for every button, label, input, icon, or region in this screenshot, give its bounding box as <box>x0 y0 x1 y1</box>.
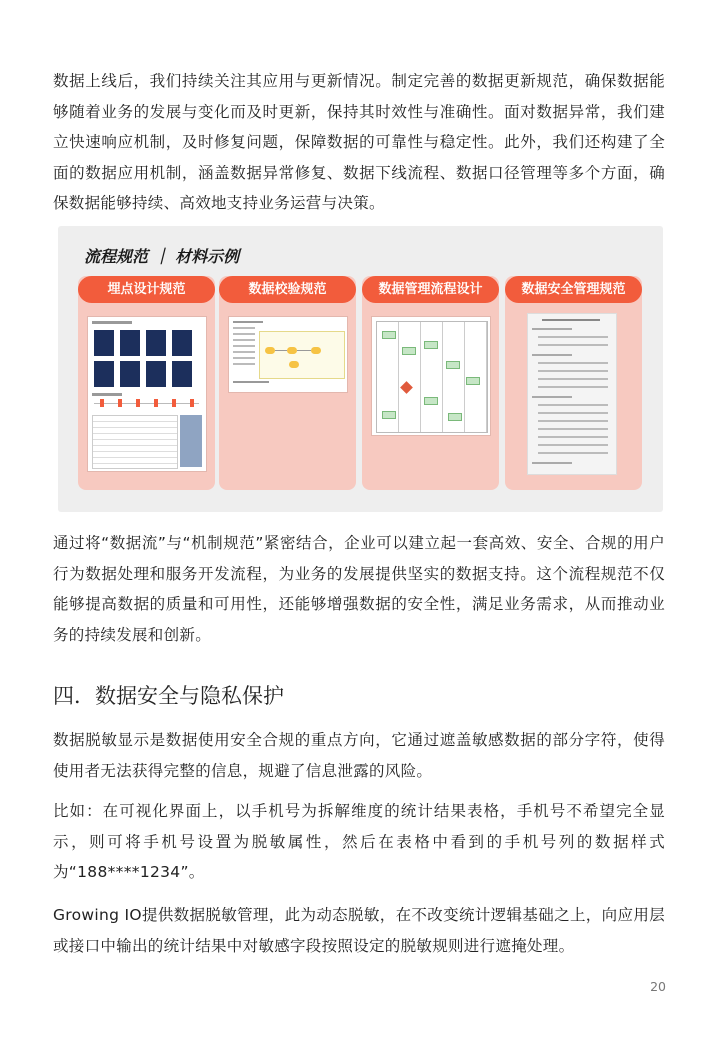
data-validation-thumbnail <box>228 316 348 393</box>
tracking-design-thumbnail <box>87 316 207 472</box>
paragraph-data-update: 数据上线后，我们持续关注其应用与更新情况。制定完善的数据更新规范，确保数据能够随着业务的发展与变化而及时更新，保持其时效性与准确性。面对数据异常，我们建立快速响应机制，及时修复问题，保障数据的可靠性与稳定性。此外，我们还构建了全面的数据应用机制，涵盖数据异常修复、数据下线流程、数据口径管理等多个方面，确保数据能够持续、高效地支持业务运营与决策。 <box>53 72 665 212</box>
column-label: 数据校验规范 <box>219 276 356 303</box>
figure-title: 流程规范 ｜ 材料示例 <box>84 247 240 266</box>
column-data-security <box>505 276 642 490</box>
paragraph-growingio-masking: Growing IO提供数据脱敏管理，此为动态脱敏，在不改变统计逻辑基础之上，向应用层或接口中输出的统计结果中对敏感字段按照设定的脱敏规则进行遮掩处理。 <box>53 906 665 955</box>
page-number: 20 <box>650 979 666 994</box>
section-heading: 四．数据安全与隐私保护 <box>53 684 284 708</box>
column-data-management <box>362 276 499 490</box>
process-spec-figure <box>58 226 663 512</box>
paragraph-process-integration: 通过将“数据流”与“机制规范”紧密结合，企业可以建立起一套高效、安全、合规的用户行为数据处理和服务开发流程，为业务的发展提供坚实的数据支持。这个流程规范不仅能够提高数据的质量和可用性，还能够增强数据的安全性，满足业务需求，从而推动业务的持续发展和创新。 <box>53 534 665 644</box>
column-tracking-design <box>78 276 215 490</box>
column-label: 数据管理流程设计 <box>362 276 499 303</box>
data-management-thumbnail <box>371 316 491 436</box>
column-label: 数据安全管理规范 <box>505 276 642 303</box>
column-label: 埋点设计规范 <box>78 276 215 303</box>
paragraph-data-masking: 数据脱敏显示是数据使用安全合规的重点方向，它通过遮盖敏感数据的部分字符，使得使用者无法获得完整的信息，规避了信息泄露的风险。 <box>53 731 665 780</box>
data-security-thumbnail <box>527 313 617 475</box>
paragraph-masking-example: 比如：在可视化界面上，以手机号为拆解维度的统计结果表格，手机号不希望完全显示，则可将手机号设置为脱敏属性，然后在表格中看到的手机号列的数据样式为“188****1234”。 <box>53 802 665 881</box>
column-data-validation <box>219 276 356 490</box>
